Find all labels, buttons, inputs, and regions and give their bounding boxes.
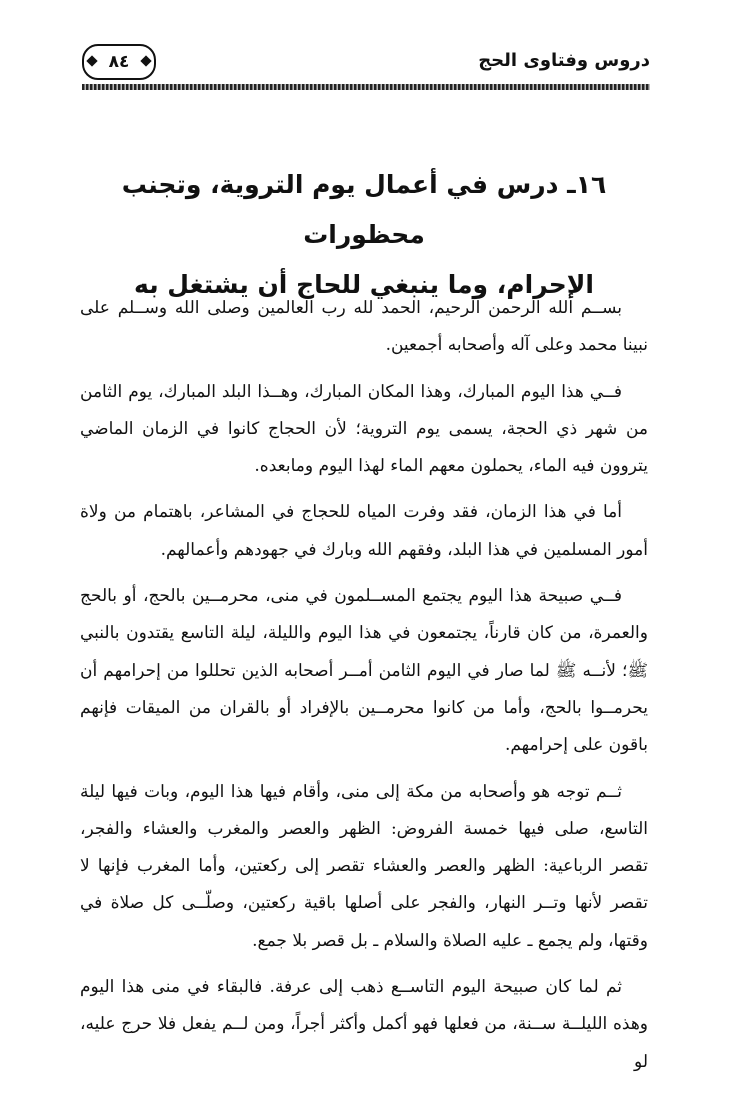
lesson-title-line-1: ١٦ـ درس في أعمال يوم التروية، وتجنب محظورات <box>121 170 607 249</box>
paragraph-2: فــي هذا اليوم المبارك، وهذا المكان المبارك، وهــذا البلد المبارك، يوم الثامن من شهر ذي الحجة، يسمى يوم التروية؛ لأن الحجاج كانوا في الزمان الماضي يتروون فيه الماء، يحملون معهم الماء لهذا اليوم ومابعده. <box>80 381 648 477</box>
page-number-ornament <box>82 44 156 80</box>
book-title: دروس وفتاوى الحج <box>478 50 650 71</box>
lesson-title-line-2: الإحرام، وما ينبغي للحاج أن يشتغل به <box>134 270 594 299</box>
paragraph-1: بســم الله الرحمن الرحيم، الحمد لله رب العالمين وصلى الله وســلم على نبينا محمد وعلى آله وأصحابه أجمعين. <box>80 298 648 356</box>
page-header <box>82 40 650 84</box>
paragraph-3: أما في هذا الزمان، فقد وفرت المياه للحجاج في المشاعر، باهتمام من ولاة أمور المسلمين في هذا البلد، وفقهم الله وبارك في جهودهم وأعمالهم. <box>80 502 648 560</box>
paragraph-6: ثم لما كان صبيحة اليوم التاســع ذهب إلى عرفة. فالبقاء في منى هذا اليوم وهذه الليلــة ســنة، من فعلها فهو أكمل وأكثر أجراً، ومن لــم يفعل فلا حرج عليه، لو <box>80 977 648 1072</box>
lesson-title <box>80 160 648 310</box>
lesson-body <box>80 290 648 1090</box>
page-number: ٨٤ <box>108 52 130 72</box>
header-divider <box>82 84 650 90</box>
paragraph-4: فــي صبيحة هذا اليوم يجتمع المســلمون في منى، محرمــين بالحج، أو بالحج والعمرة، من كان قارناً، يجتمعون في هذا اليوم والليلة، ليلة التاسع يقتدون بالنبي ﷺ؛ لأنــه ﷺ لما صار في اليوم الثامن أمــر أصحابه الذين تحللوا من إحرامهم أن يحرمــوا بالحج، وأما من كانوا محرمــين بالإفراد أو بالقران من الميقات فإنهم باقون على إحرامهم. <box>80 586 648 756</box>
paragraph-5: ثــم توجه هو وأصحابه من مكة إلى منى، وأقام فيها هذا اليوم، وبات فيها ليلة التاسع، صلى فيها خمسة الفروض: الظهر والعصر والمغرب والعشاء والفجر، تقصر الرباعية: الظهر والعصر والعشاء تقصر إلى ركعتين، وأما المغرب فإنها لا تقصر لأنها وتــر النهار، والفجر على أصلها باقية ركعتين، وصلّــى كل صلاة في وقتها، ولم يجمع ـ عليه الصلاة والسلام ـ بل قصر بلا جمع. <box>80 781 648 951</box>
